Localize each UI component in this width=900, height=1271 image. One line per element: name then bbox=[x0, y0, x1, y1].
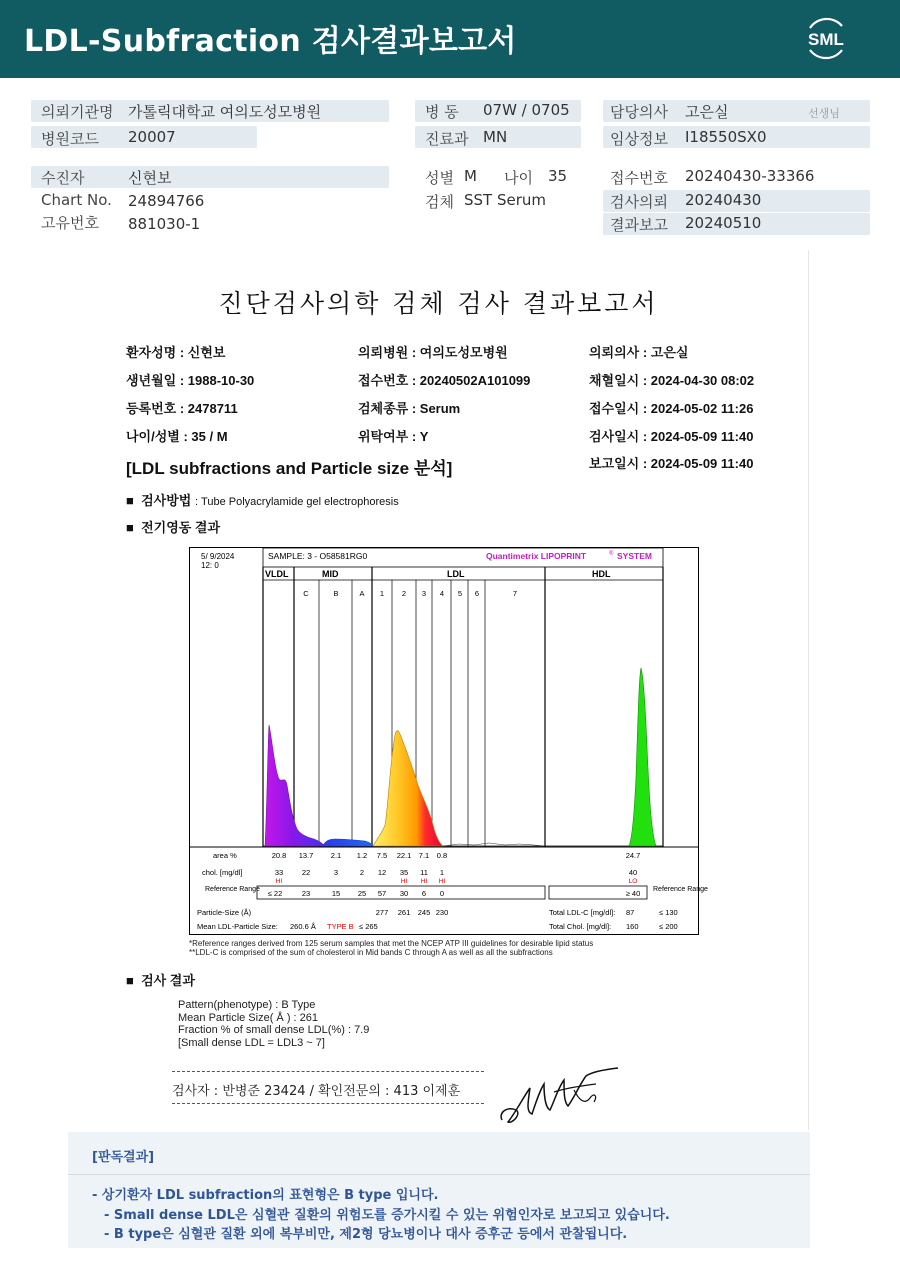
particle-size-value: 277 bbox=[375, 908, 389, 917]
divider bbox=[68, 1174, 810, 1175]
band-b: B bbox=[333, 589, 339, 598]
interpretation-panel bbox=[68, 1132, 810, 1248]
patient-value: 신현보 bbox=[128, 169, 172, 187]
received-datetime: 접수일시 : 2024-05-02 11:26 bbox=[589, 401, 754, 416]
reference-value: 15 bbox=[331, 889, 341, 898]
reference-value: 57 bbox=[377, 889, 387, 898]
institution-label: 의뢰기관명 bbox=[41, 103, 114, 121]
hospital-code-label: 병원코드 bbox=[41, 130, 99, 148]
total-ldl-label: Total LDL-C [mg/dl]: bbox=[549, 908, 616, 917]
request-value: 20240430 bbox=[685, 191, 762, 209]
region-ldl: LDL bbox=[447, 569, 465, 579]
band-6: 6 bbox=[474, 589, 480, 598]
receipt-number: 접수번호 : 20240502A101099 bbox=[358, 373, 531, 388]
chart-footnote: *Reference ranges derived from 125 serum samples that met the NCEP ATP III guidelines for desirable lipid status bbox=[189, 939, 594, 948]
area-value: 2.1 bbox=[330, 851, 342, 860]
result-line bbox=[126, 970, 195, 989]
chol-value: 2 bbox=[359, 868, 365, 877]
band-a: A bbox=[359, 589, 365, 598]
birth-date: 생년월일 : 1988-10-30 bbox=[126, 373, 255, 388]
region-hdl: HDL bbox=[592, 569, 611, 579]
doctor-value: 고은실 bbox=[685, 103, 729, 121]
age-label: 나이 bbox=[504, 169, 533, 187]
area-value: 13.7 bbox=[298, 851, 314, 860]
sml-logo bbox=[800, 12, 852, 64]
result-text: Pattern(phenotype) : B Type bbox=[178, 999, 316, 1011]
row-label-particle: Particle-Size (Å) bbox=[197, 908, 252, 917]
outsourced: 위탁여부 : Y bbox=[358, 429, 429, 444]
chol-flag: HI bbox=[420, 878, 428, 885]
bullet-icon: ■ bbox=[126, 493, 142, 508]
row-label-area: area % bbox=[213, 851, 237, 860]
result-text: Mean Particle Size( Å ) : 261 bbox=[178, 1012, 319, 1024]
dept-value: MN bbox=[483, 128, 508, 146]
row-label-mean: Mean LDL-Particle Size: bbox=[197, 922, 278, 931]
row-label-reference: Reference Range bbox=[205, 886, 260, 893]
requesting-doctor: 의뢰의사 : 고은실 bbox=[589, 345, 689, 360]
chol-flag: HI bbox=[400, 878, 408, 885]
uid-label: 고유번호 bbox=[41, 214, 99, 232]
chol-value: 33 bbox=[274, 868, 284, 877]
chart-time: 12: 0 bbox=[201, 561, 219, 570]
collected-datetime: 채혈일시 : 2024-04-30 08:02 bbox=[589, 373, 755, 388]
method-label: 검사방법 bbox=[141, 493, 192, 508]
reference-value: 30 bbox=[399, 889, 409, 898]
mean-particle-value: 260.6 Å bbox=[290, 922, 316, 931]
receipt-label: 접수번호 bbox=[610, 169, 668, 187]
specimen-label: 검체 bbox=[425, 193, 454, 211]
reference-value: 0 bbox=[439, 889, 445, 898]
clinical-label: 임상정보 bbox=[610, 130, 668, 148]
divider bbox=[172, 1071, 484, 1072]
band-4: 4 bbox=[439, 589, 445, 598]
section-heading: [LDL subfractions and Particle size 분석] bbox=[126, 459, 453, 478]
interpretation-title: [판독결과] bbox=[92, 1150, 155, 1165]
electrophoresis-label: 전기영동 결과 bbox=[141, 520, 221, 535]
reference-value: ≤ 22 bbox=[267, 889, 283, 898]
area-value: 1.2 bbox=[356, 851, 368, 860]
report-header bbox=[0, 0, 900, 78]
reference-value: 25 bbox=[357, 889, 367, 898]
chart-system: Quantimetrix LIPOPRINT bbox=[486, 551, 587, 561]
pattern-type: TYPE B bbox=[327, 922, 354, 931]
doctor-suffix: 선생님 bbox=[808, 107, 840, 120]
reported-datetime: 보고일시 : 2024-05-09 11:40 bbox=[589, 456, 754, 471]
chol-flag: HI bbox=[275, 878, 283, 885]
sex-label: 성별 bbox=[425, 169, 454, 187]
result-text: Fraction % of small dense LDL(%) : 7.9 bbox=[178, 1024, 370, 1036]
hospital-code-value: 20007 bbox=[128, 128, 176, 146]
hdl-reference-value: ≥ 40 bbox=[625, 889, 641, 898]
area-value: 20.8 bbox=[271, 851, 287, 860]
total-ldl-value: 87 bbox=[626, 908, 635, 917]
inspector-line: 검사자 : 반병준 23424 / 확인전문의 : 413 이제훈 bbox=[172, 1084, 461, 1099]
result-label: 검사 결과 bbox=[141, 973, 195, 988]
particle-size-value: 261 bbox=[397, 908, 411, 917]
area-value: 22.1 bbox=[396, 851, 412, 860]
electrophoresis-chart bbox=[189, 547, 708, 935]
bullet-icon: ■ bbox=[126, 973, 142, 988]
interpretation-line: - Small dense LDL은 심혈관 질환의 위험도를 증가시킬 수 있는 위험인자로 보고되고 있습니다. bbox=[104, 1208, 670, 1223]
chol-value: 12 bbox=[377, 868, 387, 877]
hdl-chol-flag: LO bbox=[628, 878, 638, 885]
electro-line bbox=[126, 517, 220, 536]
reference-value: 23 bbox=[301, 889, 311, 898]
ward-value: 07W / 0705 bbox=[483, 101, 570, 119]
particle-size-value: 245 bbox=[417, 908, 431, 917]
requesting-hospital: 의뢰병원 : 여의도성모병원 bbox=[358, 345, 508, 360]
tested-datetime: 검사일시 : 2024-05-09 11:40 bbox=[589, 429, 754, 444]
area-value: 7.5 bbox=[376, 851, 388, 860]
ward-label: 병 동 bbox=[425, 103, 459, 121]
sex-value: M bbox=[464, 167, 477, 185]
page-title: LDL-Subfraction 검사결과보고서 bbox=[24, 24, 517, 59]
total-chol-ref: ≤ 200 bbox=[659, 922, 678, 931]
total-ldl-ref: ≤ 130 bbox=[659, 908, 678, 917]
specimen-value: SST Serum bbox=[464, 191, 547, 209]
region-mid: MID bbox=[322, 569, 339, 579]
pattern-threshold: ≤ 265 bbox=[359, 922, 378, 931]
uid-value: 881030-1 bbox=[128, 215, 201, 233]
chart-no-label: Chart No. bbox=[41, 191, 112, 209]
chart-system-suffix: SYSTEM bbox=[617, 551, 652, 561]
row-label-chol: chol. [mg/dl] bbox=[202, 868, 243, 877]
chart-footnote: **LDL-C is comprised of the sum of cholesterol in Mid bands C through A as well as all the subfractions bbox=[189, 948, 553, 957]
chol-value: 1 bbox=[439, 868, 445, 877]
report-date-label: 결과보고 bbox=[610, 216, 668, 234]
report-title: 진단검사의학 검체 검사 결과보고서 bbox=[218, 289, 659, 318]
reference-value: 6 bbox=[421, 889, 427, 898]
chart-no-value: 24894766 bbox=[128, 192, 205, 210]
receipt-value: 20240430-33366 bbox=[685, 167, 815, 185]
chart-date: 5/ 9/2024 bbox=[201, 552, 235, 561]
total-chol-label: Total Chol. [mg/dl]: bbox=[549, 922, 612, 931]
svg-text:®: ® bbox=[609, 551, 614, 557]
institution-value: 가톨릭대학교 여의도성모병원 bbox=[128, 103, 322, 121]
patient-name: 환자성명 : 신현보 bbox=[126, 345, 226, 360]
specimen-type: 검체종류 : Serum bbox=[358, 401, 461, 416]
age-sex: 나이/성별 : 35 / M bbox=[126, 429, 228, 444]
band-5: 5 bbox=[457, 589, 463, 598]
interpretation-line: - 상기환자 LDL subfraction의 표현형은 B type 입니다. bbox=[92, 1188, 439, 1203]
chol-value: 35 bbox=[399, 868, 409, 877]
particle-size-value: 230 bbox=[435, 908, 449, 917]
label-band bbox=[31, 166, 389, 188]
region-vldl: VLDL bbox=[265, 569, 289, 579]
report-date-value: 20240510 bbox=[685, 214, 762, 232]
clinical-value: I18550SX0 bbox=[685, 128, 767, 146]
interpretation-line: - B type은 심혈관 질환 외에 복부비만, 제2형 당뇨병이나 대사 증후군 등에서 관찰됩니다. bbox=[104, 1227, 628, 1242]
result-text: [Small dense LDL = LDL3 ~ 7] bbox=[178, 1037, 325, 1049]
chol-value: 11 bbox=[420, 868, 428, 877]
divider bbox=[172, 1103, 484, 1104]
chol-value: 22 bbox=[301, 868, 311, 877]
logo-text: SML bbox=[808, 30, 844, 49]
area-value: 0.8 bbox=[436, 851, 448, 860]
doctor-label: 담당의사 bbox=[610, 103, 668, 121]
request-label: 검사의뢰 bbox=[610, 193, 668, 211]
total-chol-value: 160 bbox=[626, 922, 639, 931]
signature-image bbox=[494, 1062, 624, 1130]
band-3: 3 bbox=[421, 589, 427, 598]
age-value: 35 bbox=[548, 167, 568, 185]
hdl-area-value: 24.7 bbox=[625, 851, 641, 860]
band-1: 1 bbox=[379, 589, 385, 598]
bullet-icon: ■ bbox=[126, 520, 142, 535]
band-c: C bbox=[303, 589, 309, 598]
hdl-chol-value: 40 bbox=[628, 868, 638, 877]
chol-value: 3 bbox=[333, 868, 339, 877]
area-value: 7.1 bbox=[418, 851, 430, 860]
reference-side-label: Reference Range bbox=[653, 886, 708, 893]
band-2: 2 bbox=[401, 589, 407, 598]
registration-no: 등록번호 : 2478711 bbox=[126, 401, 238, 416]
chart-sample: SAMPLE: 3 - O58581RG0 bbox=[268, 551, 368, 561]
method-line bbox=[126, 490, 399, 509]
dept-label: 진료과 bbox=[425, 130, 469, 148]
band-7: 7 bbox=[512, 589, 518, 598]
chol-flag: HI bbox=[438, 878, 446, 885]
method-value: : Tube Polyacrylamide gel electrophoresis bbox=[194, 496, 399, 508]
patient-label: 수진자 bbox=[41, 169, 85, 187]
